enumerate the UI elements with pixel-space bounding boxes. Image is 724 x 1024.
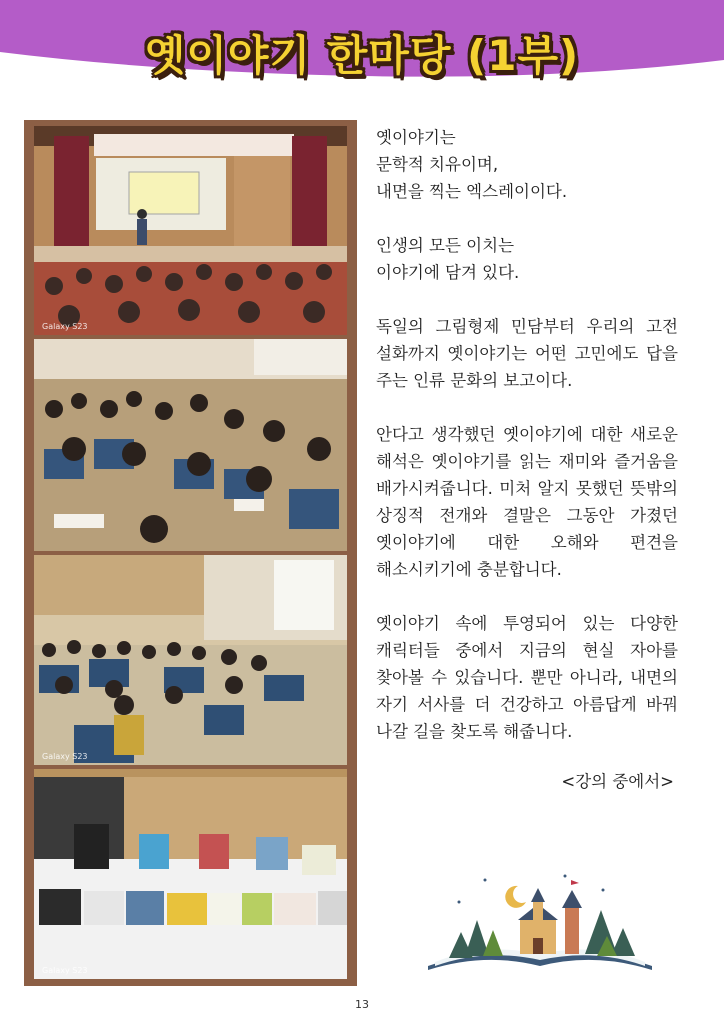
photo-audience-wide	[34, 555, 347, 765]
article-paragraph: 옛이야기는 문학적 치유이며, 내면을 찍는 엑스레이이다.	[376, 128, 568, 201]
photo-audience-rows	[34, 339, 347, 551]
photo-watermark: Galaxy S23	[42, 966, 88, 975]
page-number: 13	[355, 998, 369, 1011]
page-title: 옛이야기 한마당 (1부)	[144, 31, 580, 80]
photo-book-display	[34, 769, 347, 979]
article-paragraph: 인생의 모든 이치는 이야기에 담겨 있다.	[376, 236, 520, 282]
photo-collage	[24, 120, 357, 986]
photo-watermark: Galaxy S23	[42, 752, 88, 761]
article-paragraph: 독일의 그림형제 민담부터 우리의 고전 설화까지 옛이야기는 어떤 고민에도 답을 주는 인류 문화의 보고이다.	[376, 317, 678, 390]
photo-watermark: Galaxy S23	[42, 322, 88, 331]
article-paragraph: 안다고 생각했던 옛이야기에 대한 새로운 해석은 옛이야기를 읽는 재미와 즐거움을 배가시켜줍니다. 미처 알지 못했던 뜻밖의 상징적 전개와 결말은 그동안 가졌던 옛이야기에 대한 오해와 편견을 해소시키기에 충분합니다.	[376, 425, 678, 579]
citation: <강의 중에서>	[561, 772, 674, 791]
article-body	[376, 124, 678, 795]
article-paragraph: 옛이야기 속에 투영되어 있는 다양한 캐릭터들 중에서 지금의 현실 자아를 찾아볼 수 있습니다. 뿐만 아니라, 내면의 자기 서사를 더 건강하고 아름답게 바꿔 나갈 길을 찾도록 해줍니다.	[376, 614, 678, 741]
storybook-castle-illustration	[425, 858, 655, 983]
photo-lecture-hall	[34, 126, 347, 335]
